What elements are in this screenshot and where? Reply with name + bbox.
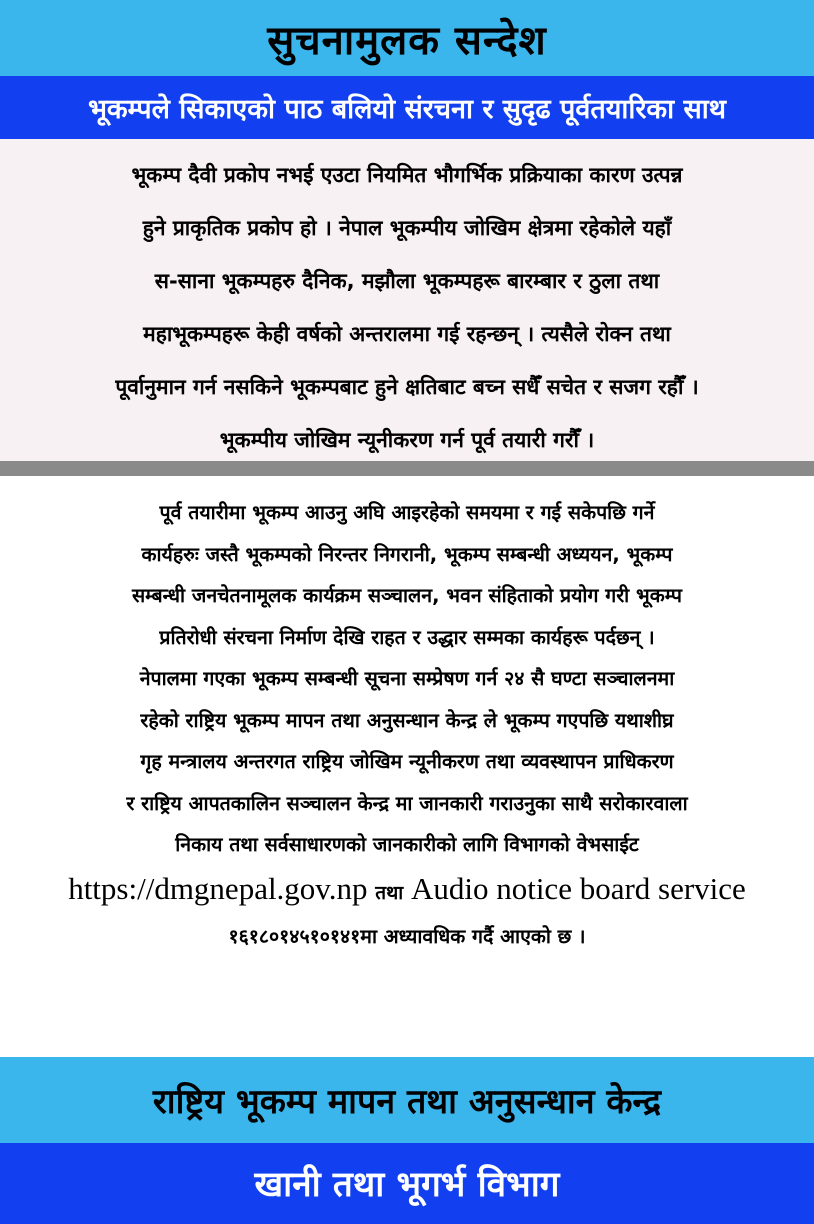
- url-connector: तथा: [375, 881, 404, 904]
- body-line: कार्यहरुः जस्तै भूकम्पको निरन्तर निगरानी, भूकम्प सम्बन्धी अध्ययन, भूकम्प: [141, 542, 673, 566]
- intro-line: स-साना भूकम्पहरु दैनिक, मझौला भूकम्पहरू बारम्बार र ठुला तथा: [154, 269, 660, 293]
- intro-line: पूर्वानुमान गर्न नसकिने भूकम्पबाट हुने क्षतिबाट बच्न सधैँ सचेत र सजग रहौँ ।: [115, 375, 699, 399]
- organization-banner: [0, 1057, 814, 1143]
- body-line: गृह मन्त्रालय अन्तरगत राष्ट्रिय जोखिम न्यूनीकरण तथा व्यवस्थापन प्राधिकरण: [140, 750, 674, 773]
- department-banner: [0, 1143, 814, 1224]
- intro-line: भूकम्प दैवी प्रकोप नभई एउटा नियमित भौगर्भिक प्रक्रियाका कारण उत्पन्न: [131, 163, 683, 187]
- section-divider: [0, 461, 814, 476]
- intro-line: भूकम्पीय जोखिम न्यूनीकरण गर्न पूर्व तयारी गरौँ ।: [219, 428, 595, 452]
- organization-name: राष्ट्रिय भूकम्प मापन तथा अनुसन्धान केन्द्र: [152, 1082, 662, 1122]
- title-banner: [0, 0, 814, 76]
- department-name: खानी तथा भूगर्भ विभाग: [254, 1165, 560, 1205]
- audio-service-label: Audio notice board service: [410, 870, 746, 906]
- website-line: [6, 866, 808, 916]
- website-url[interactable]: https://dmgnepal.gov.np: [68, 870, 368, 906]
- notice-title: सुचनामुलक सन्देश: [267, 17, 547, 64]
- preparedness-paragraph: [0, 476, 814, 1057]
- body-line: सम्बन्धी जनचेतनामूलक कार्यक्रम सञ्चालन, भवन संहिताको प्रयोग गरी भूकम्प: [131, 584, 683, 607]
- body-line: नेपालमा गएका भूकम्प सम्बन्धी सूचना सम्प्रेषण गर्न २४ सै घण्टा सञ्चालनमा: [139, 667, 675, 690]
- body-line: रहेको राष्ट्रिय भूकम्प मापन तथा अनुसन्धान केन्द्र ले भूकम्प गएपछि यथाशीघ्र: [140, 708, 674, 732]
- phone-line: १६१८०१४५१०१४१मा अध्यावधिक गर्दै आएको छ ।: [228, 924, 586, 948]
- subtitle-banner: [0, 76, 814, 139]
- intro-line: महाभूकम्पहरू केही वर्षको अन्तरालमा गई रहन्छन् । त्यसैले रोक्न तथा: [143, 322, 671, 346]
- intro-paragraph: [0, 139, 814, 461]
- body-line: पूर्व तयारीमा भूकम्प आउनु अघि आइरहेको समयमा र गई सकेपछि गर्ने: [159, 501, 655, 524]
- body-line: र राष्ट्रिय आपतकालिन सञ्चालन केन्द्र मा जानकारी गराउनुका साथै सरोकारवाला: [126, 791, 688, 815]
- notice-subtitle: भूकम्पले सिकाएको पाठ बलियो संरचना र सुदृढ पूर्वतयारिका साथ: [87, 94, 727, 125]
- body-line: प्रतिरोधी संरचना निर्माण देखि राहत र उद्धार सम्मका कार्यहरू पर्दछन् ।: [159, 625, 655, 649]
- intro-line: हुने प्राकृतिक प्रकोप हो । नेपाल भूकम्पीय जोखिम क्षेत्रमा रहेकोले यहाँ: [142, 216, 672, 240]
- body-line: निकाय तथा सर्वसाधारणको जानकारीको लागि विभागको वेभसाईट: [175, 833, 639, 856]
